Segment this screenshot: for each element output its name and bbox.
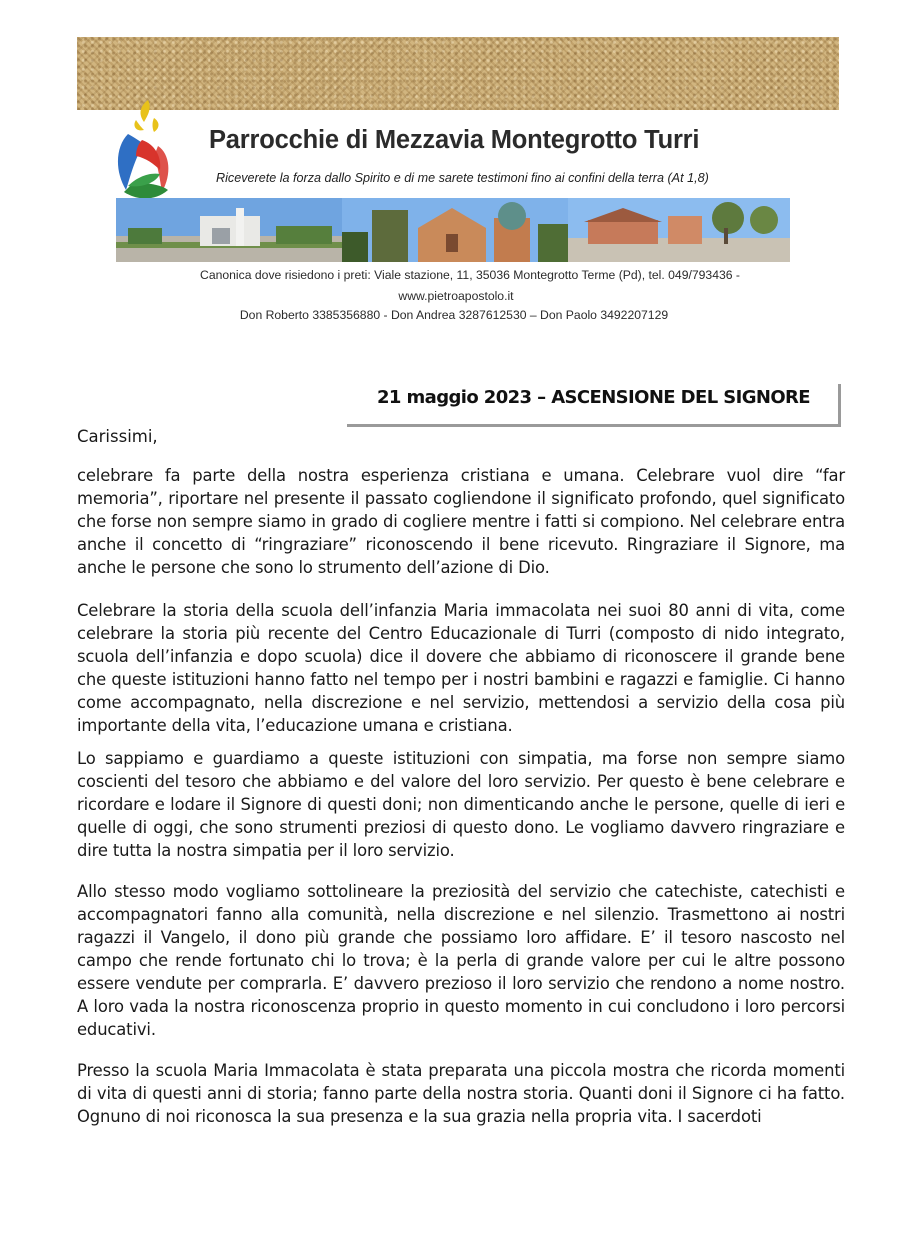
date-title-box [347, 384, 841, 427]
contact-website: www.pietroapostolo.it [398, 289, 514, 303]
parish-logo [114, 100, 176, 206]
parish-motto: Riceverete la forza dallo Spirito e di me sarete testimoni fino ai confini della terra (At 1,8) [216, 171, 709, 185]
paragraph-2: Celebrare la storia della scuola dell’infanzia Maria immacolata nei suoi 80 anni di vita, come celebrare la storia più recente del Centro Educazionale di Turri (composto di nido integrato, scuola dell’infanzia e dopo scuola) dice il dovere che abbiamo di riconoscere il grande bene che queste istituzioni hanno fatto nel tempo per i nostri bambini e ragazzi e famiglie. Ci hanno come accompagnato, nella discrezione e nel servizio, mettendosi a servizio della cosa più importante della vita, l’educazione umana e cristiana. [77, 601, 845, 735]
contact-priests: Don Roberto 3385356880 - Don Andrea 3287612530 – Don Paolo 3492207129 [239, 308, 669, 322]
paragraph-3: Lo sappiamo e guardiamo a queste istituzioni con simpatia, ma forse non sempre siamo coscienti del tesoro che abbiamo e del valore del loro servizio. Per questo è bene celebrare e ricordare e lodare il Signore di questi doni; non dimenticando anche le persone, quelle di ieri e quelle di oggi, che sono strumenti preziosi di questo dono. Le vogliamo davvero ringraziare e dire tutta la nostra simpatia per il loro servizio. [77, 749, 845, 860]
parish-title: Parrocchie di Mezzavia Montegrotto Turri [209, 126, 700, 154]
church-photo-strip [116, 198, 790, 262]
date-title: 21 maggio 2023 – ASCENSIONE DEL SIGNORE [376, 387, 810, 408]
paragraph-5: Presso la scuola Maria Immacolata è stata preparata una piccola mostra che ricorda momenti di vita di questi anni di storia; fanno parte della nostra storia. Quanti doni il Signore ci ha fatto. Ognuno di noi riconosca la sua presenza e la sua grazia nella propria vita. I sacerdoti [77, 1061, 845, 1126]
paragraph-1: celebrare fa parte della nostra esperienza cristiana e umana. Celebrare vuol dire “far memoria”, riportare nel presente il passato cogliendone il significato profondo, quel significato che forse non sempre siamo in grado di cogliere mentre i fatti si compiono. Nel celebrare entra anche il concetto di “ringraziare” riconoscendo il bene ricevuto. Ringraziare il Signore, ma anche le persone che sono lo strumento dell’azione di Dio. [77, 466, 845, 577]
header-white-band [77, 110, 839, 200]
church-mezzavia-photo [116, 198, 342, 262]
greeting: Carissimi, [77, 427, 158, 446]
church-montegrotto-photo [342, 198, 568, 262]
contact-address: Canonica dove risiedono i preti: Viale stazione, 11, 35036 Montegrotto Terme (Pd), tel. 049/793436 - [200, 268, 740, 282]
paragraph-4: Allo stesso modo vogliamo sottolineare la preziosità del servizio che catechiste, catechisti e accompagnatori fanno alla comunità, nella discrezione e nel silenzio. Trasmettono ai nostri ragazzi il Vangelo, il dono più grande che possiamo loro affidare. E’ il tesoro nascosto nel campo che rende fortunato chi lo trova; è la perla di grande valore per cui le altre possono essere vendute per comprarla. E’ davvero prezioso il loro servizio che rendono a nome nostro. A loro vada la nostra riconoscenza proprio in questo momento in cui concludono i loro percorsi educativi. [77, 882, 845, 1039]
church-turri-photo [568, 198, 790, 262]
